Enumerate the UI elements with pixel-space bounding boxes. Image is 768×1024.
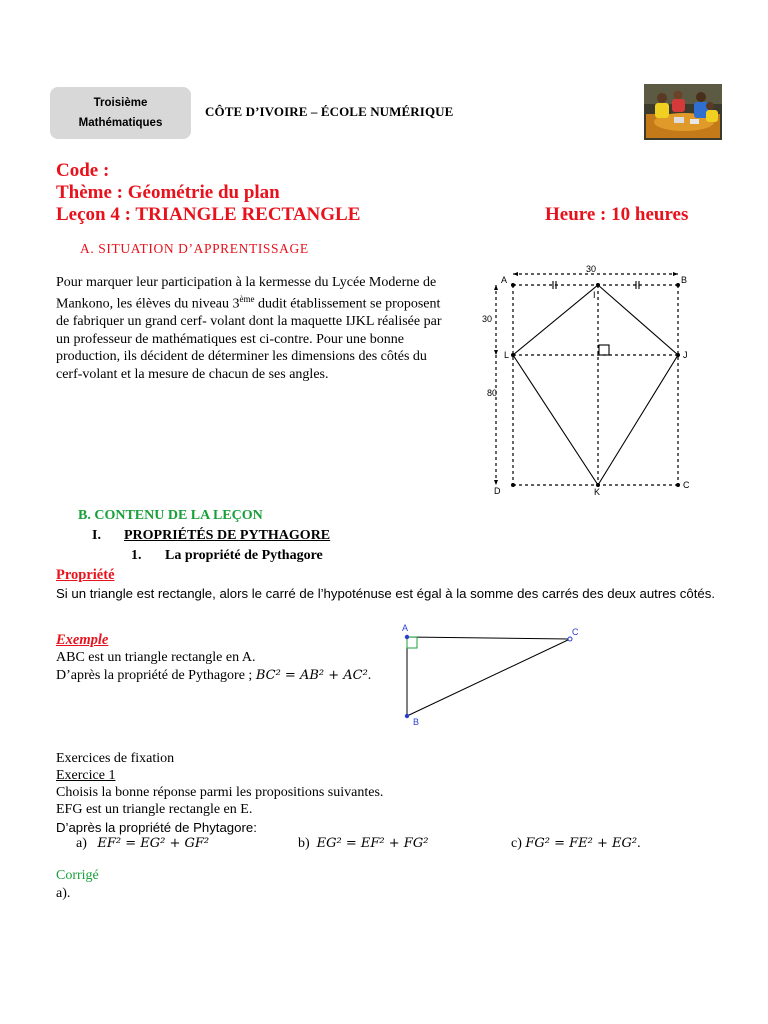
subsection-number: 1. (131, 548, 142, 563)
kite-label-d: D (494, 486, 501, 496)
corrige-label: Corrigé (56, 868, 99, 883)
option-c-label: c) (511, 836, 522, 851)
kite-dim-top: 30 (586, 264, 597, 274)
exemple-heading: Exemple (56, 632, 109, 648)
triangle-label-b: B (413, 717, 420, 727)
pythagore-formula: BC² = AB² + AC² (255, 668, 368, 683)
exemple-line-2 (56, 668, 371, 684)
situation-text-1: Pour marquer leur participation à la kermesse du Lycée Moderne de Mankono, les élèves du niveau 3 (56, 275, 437, 313)
option-b-label: b) (298, 836, 310, 851)
lesson-theme: Thème : Géométrie du plan (56, 182, 280, 203)
kite-label-a: A (501, 275, 508, 285)
kite-label-j: J (683, 350, 688, 360)
lesson-code: Code : (56, 160, 110, 181)
kite-figure (476, 262, 716, 502)
section-a-heading: A. SITUATION D’APPRENTISSAGE (80, 241, 309, 256)
exercise-1-title: Exercice 1 (56, 768, 116, 783)
subject-label: Mathématiques (78, 117, 163, 129)
situation-paragraph (56, 274, 446, 383)
propriete-heading: Propriété (56, 567, 115, 583)
level-label: Troisième (93, 97, 148, 109)
option-c-suffix: . (637, 836, 641, 851)
situation-superscript: ème (239, 294, 255, 305)
exemple-suffix: . (367, 668, 372, 683)
header-title: CÔTE D’IVOIRE – ÉCOLE NUMÉRIQUE (205, 104, 454, 119)
lesson-title: Leçon 4 : TRIANGLE RECTANGLE (56, 204, 361, 225)
triangle-label-c: C (572, 627, 579, 637)
exercises-title: Exercices de fixation (56, 751, 175, 766)
corrige-answer: a). (56, 886, 71, 901)
lesson-duration: Heure : 10 heures (545, 204, 689, 225)
right-triangle-figure (395, 620, 595, 730)
kite-label-i: I (593, 290, 596, 300)
option-b (298, 836, 428, 852)
level-badge (50, 87, 191, 139)
kite-label-b: B (681, 275, 688, 285)
students-photo (644, 84, 722, 140)
part-number: I. (92, 528, 101, 543)
propriete-text: Si un triangle est rectangle, alors le carré de l’hypoténuse est égal à la somme des carrés des deux autres côtés. (56, 586, 715, 601)
subsection-title: La propriété de Pythagore (165, 548, 323, 563)
option-c (511, 836, 641, 852)
kite-dim-left-upper: 30 (482, 314, 493, 324)
exercise-instruction: Choisis la bonne réponse parmi les propositions suivantes. (56, 785, 384, 800)
option-b-formula: EG² = EF² + FG² (316, 836, 429, 851)
kite-label-l: L (504, 350, 510, 360)
option-c-formula: FG² = FE² + EG² (525, 836, 638, 851)
option-a (76, 836, 209, 852)
subsection-heading (131, 548, 323, 564)
part-heading (92, 528, 330, 544)
option-a-label: a) (76, 836, 87, 851)
situation-text-2: dudit établissement se proposent de fabriquer un grand cerf- volant dont la maquette IJKL réalisée par un professeur de mathématiques est ci-contre. Pour une bonne production, ils décident de déterminer les dimensions des côtés du cerf-volant et la mesure de chacun de ses angles. (56, 297, 442, 382)
exemple-prefix: D’après la propriété de Pythagore ; (56, 668, 256, 683)
option-a-formula: EF² = EG² + GF² (97, 836, 210, 851)
kite-dim-left-lower: 80 (487, 388, 498, 398)
kite-label-c: C (683, 480, 690, 490)
part-title: PROPRIÉTÉS DE PYTHAGORE (124, 528, 331, 543)
triangle-label-a: A (402, 623, 409, 633)
kite-label-k: K (594, 487, 601, 497)
exemple-line-1: ABC est un triangle rectangle en A. (56, 650, 256, 665)
section-b-heading: B. CONTENU DE LA LEÇON (78, 508, 263, 523)
exercise-statement: EFG est un triangle rectangle en E. (56, 802, 253, 817)
exercise-question: D’après la propriété de Phytagore: (56, 820, 257, 835)
